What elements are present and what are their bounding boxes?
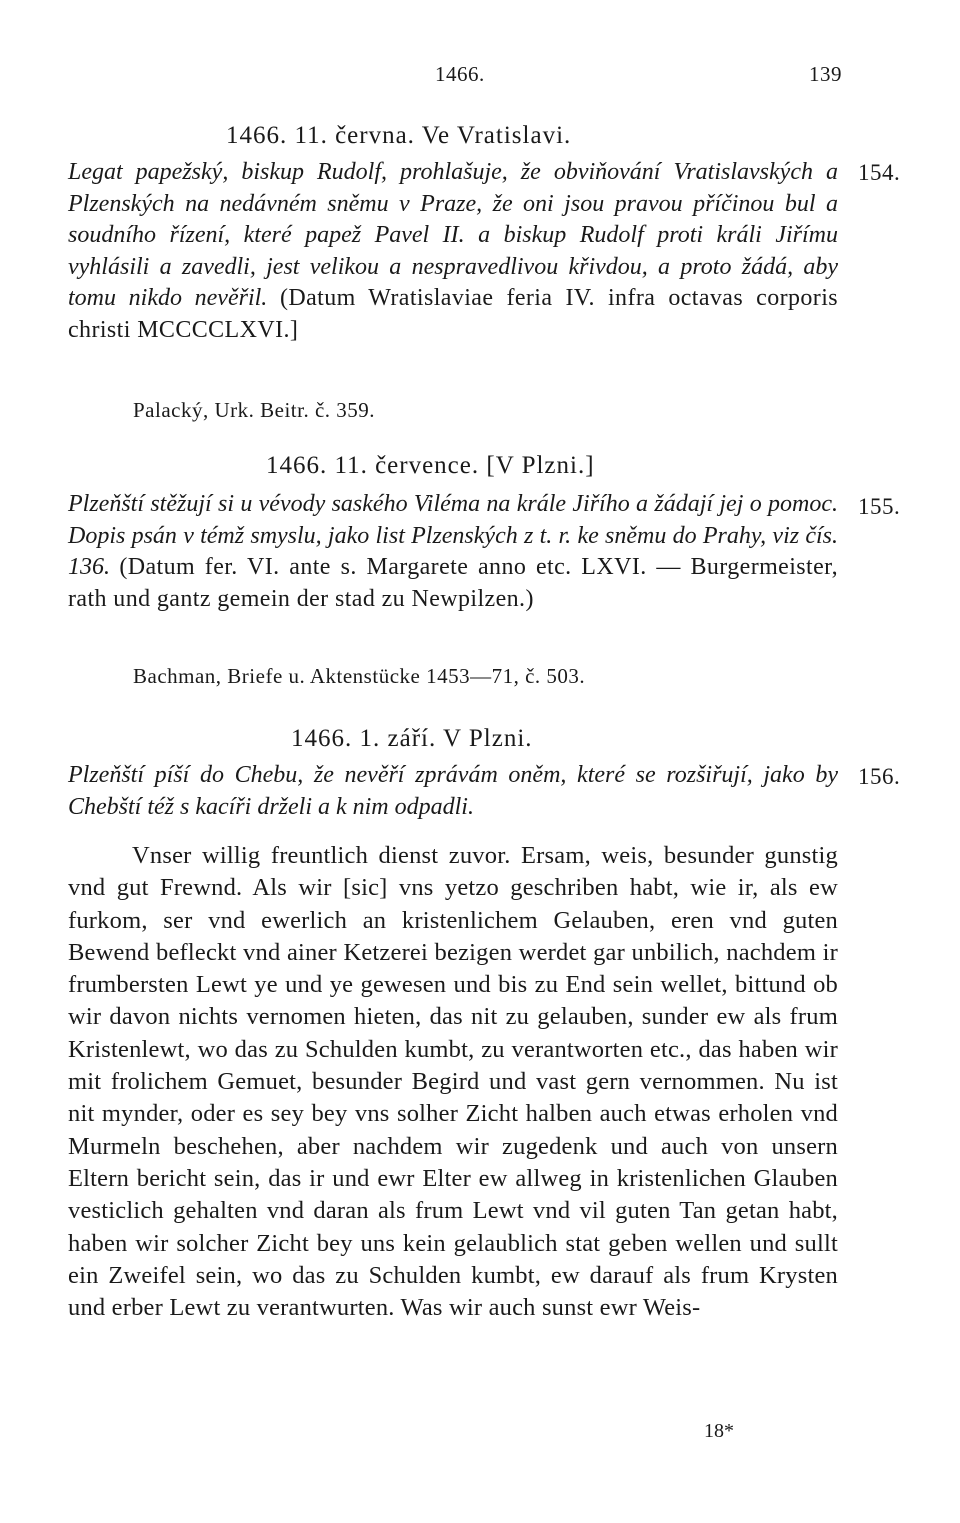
entry-155-source: Bachman, Briefe u. Aktenstücke 1453—71, č. 503. — [133, 664, 586, 688]
signature-mark: 18* — [704, 1420, 734, 1442]
letter-body — [68, 840, 838, 1324]
letter-text: Vnser willig freuntlich dienst zuvor. Ersam, weis, besunder gunstig vnd gut Frewnd. Als wir [sic] vns yetzo geschriben habt, wie ir, als ew furkom, ser vnd ewerlich an kristenlichem Gelauben, eren vnd guten Bewend befleckt vnd ainer Ketzerei bezigen werdet gar unbilich, nachdem ir frumbersten Lewt ye und ye gewesen und bis zu End sein wellet, bittund ob wir davon nichts vernomen hieten, das nit zu gelauben, sunder ew als frum Kristenlewt, wo das zu Schulden kumbt, zu verantworten etc., das haben wir mit frolichem Gemuet, besunder Begird und vast gern vernommen. Nu ist nit mynder, oder es sey bey vns solher Zicht halben auch etwas erholen vnd Murmeln beschehen, aber nachdem wir zugedenk und auch von unsern Eltern bericht sein, das ir und ewr Elter ew allweg in kristenlichen Glauben vesticlich gehalten vnd daran als frum Lewt vnd vil guten Tan getan habt, haben wir solcher Zicht bey uns kein gelaublich stat geben wellen und sullt ein Zweifel sein, wo das zu Schulden kumbt, ew darauf als frum Krysten und erber Lewt zu verantwurten. Was wir auch sunst ewr Weis- — [68, 842, 838, 1322]
entry-heading-date: 1466. 11. července. — [266, 452, 480, 479]
entry-154-source: Palacký, Urk. Beitr. č. 359. — [133, 398, 376, 422]
page-number: 139 — [809, 62, 842, 86]
entry-156-heading — [291, 725, 533, 753]
entry-heading-date: 1466. 1. září. — [291, 725, 437, 752]
regest-text: Plzeňští stěžují si u vévody saského Viléma na krále Jiřího a žádají jej o pomoc. Dopis psán v témž smyslu, jako list Plzenských z t. r. ke sněmu do Prahy, viz čís. 136. — [68, 491, 838, 580]
entry-155-regest — [68, 489, 838, 615]
datum-line: (Datum Wratislaviae feria IV. infra octavas corporis christi MCCCCLXVI.] — [68, 285, 839, 343]
entry-154-number: 154. — [858, 160, 901, 185]
entry-154-heading — [226, 122, 571, 150]
entry-heading-place: Ve Vratislavi. — [421, 122, 572, 149]
entry-154-regest — [68, 157, 838, 346]
entry-155-number: 155. — [858, 494, 901, 519]
entry-156-regest — [68, 760, 838, 823]
entry-heading-date: 1466. 11. června. — [226, 122, 415, 149]
regest-text: Plzeňští píší do Chebu, že nevěří zprávám oněm, které se rozšiřují, jako by Chebští též s kacíři drželi a k nim odpadli. — [68, 762, 838, 820]
entry-heading-place: V Plzni. — [443, 725, 533, 752]
datum-line: (Datum fer. VI. ante s. Margarete anno etc. LXVI. — Burgermeister, rath und gantz gemein der stad zu Newpilzen.) — [68, 554, 838, 612]
running-head-year: 1466. — [435, 62, 485, 86]
entry-156-number: 156. — [858, 764, 901, 789]
entry-155-heading — [266, 452, 595, 480]
entry-heading-place: [V Plzni.] — [486, 452, 595, 479]
regest-text: Legat papežský, biskup Rudolf, prohlašuje, že obviňování Vratislavských a Plzenských na nedávném sněmu v Praze, že oni jsou pravou příčinou bul a soudního řízení, které papež Pavel II. a biskup Rudolf proti králi Jiřímu vyhlásili a zavedli, jest velikou a nespravedlivou křivdou, a proto žádá, aby tomu nikdo nevěřil. — [68, 159, 838, 311]
